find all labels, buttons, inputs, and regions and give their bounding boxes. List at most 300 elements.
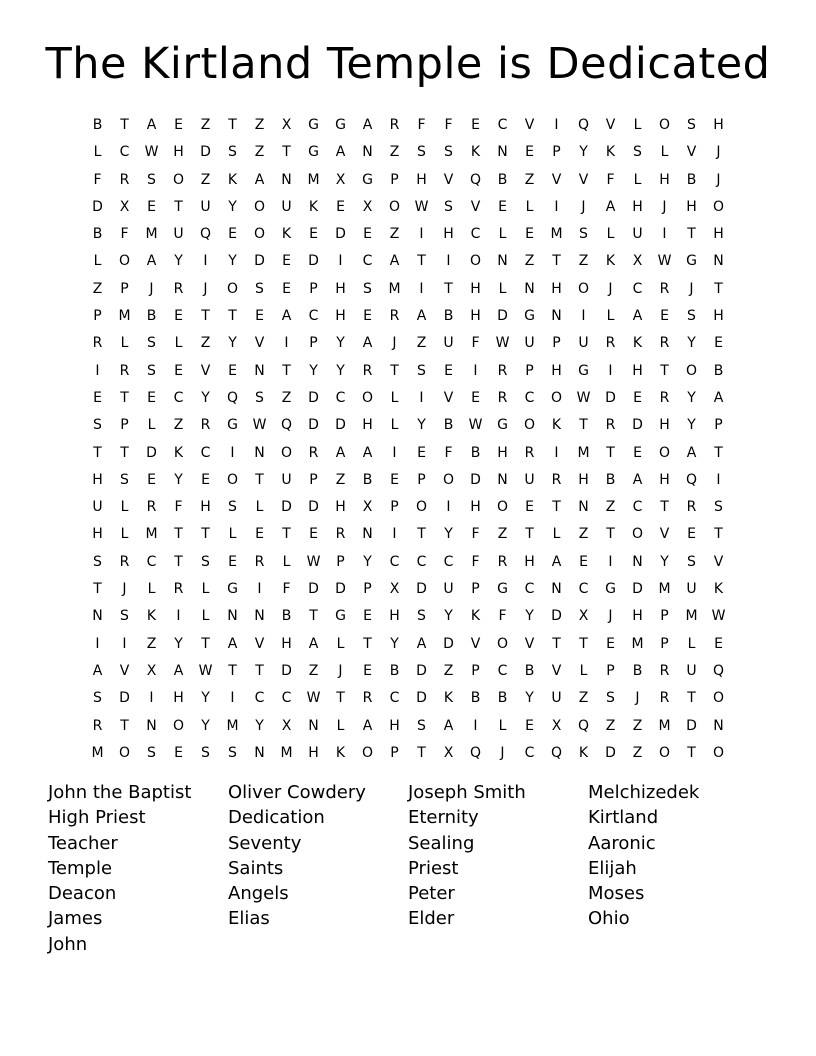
grid-letter[interactable]: A [389,253,400,270]
grid-letter[interactable]: O [118,744,131,761]
grid-letter[interactable]: L [498,280,507,297]
grid-letter[interactable]: E [228,553,237,570]
grid-letter[interactable]: T [228,308,237,325]
grid-letter[interactable]: S [417,608,426,625]
grid-letter[interactable]: P [309,280,318,297]
grid-letter[interactable]: A [281,308,292,325]
grid-letter[interactable]: S [120,608,129,625]
grid-letter[interactable]: R [173,581,184,598]
grid-letter[interactable]: J [689,280,694,297]
grid-letter[interactable]: S [147,335,156,352]
grid-letter[interactable]: T [120,389,129,406]
grid-letter[interactable]: F [444,444,453,461]
grid-letter[interactable]: Y [201,389,210,406]
grid-letter[interactable]: Q [550,744,563,761]
grid-letter[interactable]: Q [226,389,239,406]
grid-letter[interactable]: H [389,717,400,734]
grid-letter[interactable]: N [254,444,265,461]
grid-letter[interactable]: M [658,581,671,598]
grid-letter[interactable]: D [146,444,157,461]
grid-letter[interactable]: G [524,308,535,325]
grid-letter[interactable]: F [174,499,183,516]
grid-letter[interactable]: K [605,253,616,270]
grid-letter[interactable]: U [686,581,697,598]
grid-letter[interactable]: R [173,280,184,297]
grid-letter[interactable]: B [470,444,481,461]
grid-letter[interactable]: S [606,690,615,707]
grid-letter[interactable]: P [471,662,480,679]
grid-letter[interactable]: H [497,444,508,461]
grid-letter[interactable]: N [227,608,238,625]
grid-letter[interactable]: G [308,144,319,161]
grid-letter[interactable]: H [524,553,535,570]
grid-letter[interactable]: C [254,690,265,707]
grid-letter[interactable]: G [605,581,616,598]
grid-letter[interactable]: D [686,717,697,734]
grid-letter[interactable]: L [228,526,237,543]
grid-letter[interactable]: J [392,335,397,352]
grid-letter[interactable]: C [281,690,292,707]
grid-letter[interactable]: S [255,389,264,406]
grid-letter[interactable]: K [146,608,157,625]
grid-letter[interactable]: P [363,581,372,598]
grid-letter[interactable]: O [226,280,239,297]
grid-letter[interactable]: V [470,635,481,652]
grid-letter[interactable]: H [713,308,724,325]
grid-letter[interactable]: I [581,308,586,325]
grid-letter[interactable]: L [147,581,156,598]
grid-letter[interactable]: D [308,417,319,434]
grid-letter[interactable]: V [119,662,130,679]
grid-letter[interactable]: B [605,471,616,488]
grid-letter[interactable]: Z [443,662,454,679]
grid-letter[interactable]: O [172,171,185,188]
grid-letter[interactable]: X [632,253,643,270]
grid-letter[interactable]: Z [281,389,292,406]
grid-letter[interactable]: Y [390,635,399,652]
grid-letter[interactable]: U [281,471,292,488]
grid-letter[interactable]: O [253,198,266,215]
grid-letter[interactable]: P [120,280,129,297]
grid-letter[interactable]: A [632,471,643,488]
grid-letter[interactable]: O [496,499,509,516]
grid-letter[interactable]: L [120,499,129,516]
grid-letter[interactable]: R [686,499,697,516]
grid-letter[interactable]: P [660,635,669,652]
grid-letter[interactable]: D [416,690,427,707]
grid-letter[interactable]: H [551,280,562,297]
grid-letter[interactable]: F [498,608,507,625]
grid-letter[interactable]: R [659,280,670,297]
grid-letter[interactable]: K [227,171,238,188]
grid-letter[interactable]: G [686,253,697,270]
grid-letter[interactable]: Y [309,362,318,379]
grid-letter[interactable]: E [174,362,183,379]
grid-letter[interactable]: Y [201,717,210,734]
grid-letter[interactable]: A [605,198,616,215]
grid-letter[interactable]: T [228,117,237,133]
grid-letter[interactable]: X [281,117,292,133]
grid-letter[interactable]: E [309,526,318,543]
grid-letter[interactable]: L [660,144,669,161]
grid-letter[interactable]: H [551,362,562,379]
grid-letter[interactable]: O [469,253,482,270]
grid-letter[interactable]: X [335,171,346,188]
grid-letter[interactable]: J [635,690,640,707]
grid-letter[interactable]: G [335,608,346,625]
grid-letter[interactable]: A [173,662,184,679]
grid-letter[interactable]: Y [687,335,696,352]
grid-letter[interactable]: L [201,581,210,598]
grid-letter[interactable]: K [713,581,724,598]
grid-letter[interactable]: E [174,117,183,133]
grid-letter[interactable]: D [443,635,454,652]
grid-letter[interactable]: C [200,444,211,461]
grid-letter[interactable]: P [606,662,615,679]
grid-letter[interactable]: E [147,389,156,406]
grid-letter[interactable]: J [122,581,127,598]
grid-letter[interactable]: E [444,362,453,379]
grid-letter[interactable]: L [336,635,345,652]
grid-letter[interactable]: Y [174,635,183,652]
grid-letter[interactable]: B [524,662,535,679]
grid-letter[interactable]: V [551,662,562,679]
grid-letter[interactable]: T [579,635,588,652]
grid-letter[interactable]: L [282,553,291,570]
grid-letter[interactable]: L [336,717,345,734]
grid-letter[interactable]: K [605,144,616,161]
grid-letter[interactable]: K [551,417,562,434]
grid-letter[interactable]: E [525,226,534,243]
grid-letter[interactable]: P [120,417,129,434]
grid-letter[interactable]: Q [469,744,482,761]
grid-letter[interactable]: C [389,690,400,707]
grid-letter[interactable]: H [659,471,670,488]
grid-letter[interactable]: C [389,553,400,570]
grid-letter[interactable]: T [606,526,615,543]
grid-letter[interactable]: T [687,226,696,243]
grid-letter[interactable]: F [120,226,129,243]
grid-letter[interactable]: R [389,308,400,325]
grid-letter[interactable]: I [284,335,289,352]
grid-letter[interactable]: Z [578,253,589,270]
grid-letter[interactable]: O [415,499,428,516]
grid-letter[interactable]: D [605,744,616,761]
grid-letter[interactable]: G [362,171,373,188]
grid-letter[interactable]: Z [632,744,643,761]
grid-letter[interactable]: A [254,171,265,188]
grid-letter[interactable]: Y [174,253,183,270]
grid-letter[interactable]: U [524,471,535,488]
grid-letter[interactable]: Y [336,335,345,352]
grid-letter[interactable]: E [363,308,372,325]
grid-letter[interactable]: D [92,198,103,215]
grid-letter[interactable]: E [417,444,426,461]
grid-letter[interactable]: N [713,253,724,270]
grid-letter[interactable]: Z [605,717,616,734]
grid-letter[interactable]: L [525,198,534,215]
grid-letter[interactable]: R [362,362,373,379]
grid-letter[interactable]: D [632,417,643,434]
grid-letter[interactable]: T [201,308,210,325]
grid-letter[interactable]: T [417,253,426,270]
grid-letter[interactable]: I [338,253,343,270]
grid-letter[interactable]: U [686,662,697,679]
grid-letter[interactable]: I [419,280,424,297]
grid-letter[interactable]: Q [469,171,482,188]
grid-letter[interactable]: H [173,144,184,161]
grid-letter[interactable]: O [172,717,185,734]
grid-letter[interactable]: G [578,362,589,379]
grid-letter[interactable]: B [92,117,103,133]
grid-letter[interactable]: A [92,662,103,679]
grid-letter[interactable]: X [389,581,400,598]
grid-letter[interactable]: Z [146,635,157,652]
grid-letter[interactable]: X [362,198,373,215]
grid-letter[interactable]: E [201,471,210,488]
grid-letter[interactable]: Z [200,171,211,188]
grid-letter[interactable]: P [309,471,318,488]
grid-letter[interactable]: A [335,144,346,161]
grid-letter[interactable]: N [362,526,373,543]
grid-letter[interactable]: D [119,690,130,707]
grid-letter[interactable]: H [470,280,481,297]
grid-letter[interactable]: T [552,253,561,270]
grid-letter[interactable]: S [93,417,102,434]
grid-letter[interactable]: E [471,117,480,133]
grid-letter[interactable]: E [498,198,507,215]
grid-letter[interactable]: T [552,635,561,652]
grid-letter[interactable]: K [308,198,319,215]
grid-letter[interactable]: O [361,389,374,406]
grid-letter[interactable]: N [497,253,508,270]
grid-letter[interactable]: H [713,117,724,133]
grid-letter[interactable]: L [174,335,183,352]
grid-letter[interactable]: W [468,417,483,434]
grid-letter[interactable]: H [308,744,319,761]
grid-letter[interactable]: G [227,417,238,434]
grid-letter[interactable]: I [554,198,559,215]
grid-letter[interactable]: D [497,308,508,325]
grid-letter[interactable]: T [120,444,129,461]
grid-letter[interactable]: T [282,526,291,543]
grid-letter[interactable]: E [336,198,345,215]
grid-letter[interactable]: N [92,608,103,625]
grid-letter[interactable]: T [174,526,183,543]
grid-letter[interactable]: Z [524,171,535,188]
grid-letter[interactable]: O [118,253,131,270]
grid-letter[interactable]: X [281,717,292,734]
grid-letter[interactable]: A [308,635,319,652]
grid-letter[interactable]: T [687,744,696,761]
grid-letter[interactable]: S [201,744,210,761]
grid-letter[interactable]: S [687,117,696,133]
grid-letter[interactable]: S [363,280,372,297]
grid-letter[interactable]: S [93,553,102,570]
grid-letter[interactable]: Z [254,117,265,133]
grid-letter[interactable]: C [524,389,535,406]
grid-letter[interactable]: T [444,280,453,297]
grid-letter[interactable]: P [471,581,480,598]
grid-letter[interactable]: A [362,444,373,461]
grid-letter[interactable]: G [308,117,319,133]
grid-letter[interactable]: T [93,581,102,598]
grid-letter[interactable]: X [443,744,454,761]
grid-letter[interactable]: S [228,744,237,761]
grid-letter[interactable]: L [201,608,210,625]
grid-letter[interactable]: U [443,581,454,598]
grid-letter[interactable]: L [255,499,264,516]
grid-letter[interactable]: E [174,308,183,325]
grid-letter[interactable]: I [608,553,613,570]
grid-letter[interactable]: D [335,581,346,598]
grid-letter[interactable]: O [712,198,725,215]
grid-letter[interactable]: R [119,171,130,188]
grid-letter[interactable]: R [362,690,373,707]
grid-letter[interactable]: Z [254,144,265,161]
grid-letter[interactable]: I [392,526,397,543]
grid-letter[interactable]: U [524,335,535,352]
grid-letter[interactable]: H [578,471,589,488]
grid-letter[interactable]: D [335,226,346,243]
grid-letter[interactable]: M [280,744,293,761]
grid-letter[interactable]: O [658,444,671,461]
grid-letter[interactable]: C [497,662,508,679]
grid-letter[interactable]: V [686,144,697,161]
grid-letter[interactable]: E [309,226,318,243]
grid-letter[interactable]: Z [632,717,643,734]
grid-letter[interactable]: L [498,717,507,734]
grid-letter[interactable]: C [146,553,157,570]
grid-letter[interactable]: L [498,226,507,243]
grid-letter[interactable]: U [632,226,643,243]
grid-letter[interactable]: R [605,417,616,434]
grid-letter[interactable]: D [308,389,319,406]
grid-letter[interactable]: U [578,335,589,352]
grid-letter[interactable]: I [392,444,397,461]
grid-letter[interactable]: T [417,744,426,761]
grid-letter[interactable]: P [714,417,723,434]
grid-letter[interactable]: I [95,362,100,379]
grid-letter[interactable]: E [390,471,399,488]
grid-letter[interactable]: Z [497,526,508,543]
grid-letter[interactable]: Q [685,471,698,488]
grid-letter[interactable]: B [497,690,508,707]
grid-letter[interactable]: M [307,171,320,188]
grid-letter[interactable]: A [551,553,562,570]
grid-letter[interactable]: L [579,662,588,679]
grid-letter[interactable]: T [120,117,129,133]
grid-letter[interactable]: S [417,144,426,161]
grid-letter[interactable]: R [524,444,535,461]
grid-letter[interactable]: I [446,499,451,516]
grid-letter[interactable]: W [657,253,672,270]
grid-letter[interactable]: S [687,308,696,325]
grid-letter[interactable]: T [579,417,588,434]
grid-letter[interactable]: Y [525,690,534,707]
grid-letter[interactable]: L [93,253,102,270]
grid-letter[interactable]: P [390,499,399,516]
grid-letter[interactable]: E [633,444,642,461]
grid-letter[interactable]: K [281,226,292,243]
grid-letter[interactable]: R [119,362,130,379]
grid-letter[interactable]: R [605,335,616,352]
grid-letter[interactable]: E [579,553,588,570]
grid-letter[interactable]: C [497,117,508,133]
grid-letter[interactable]: B [470,690,481,707]
grid-letter[interactable]: S [120,471,129,488]
grid-letter[interactable]: Q [577,117,590,133]
grid-letter[interactable]: L [120,335,129,352]
grid-letter[interactable]: T [93,444,102,461]
grid-letter[interactable]: N [713,717,724,734]
grid-letter[interactable]: H [659,417,670,434]
grid-letter[interactable]: T [174,553,183,570]
grid-letter[interactable]: Z [308,662,319,679]
grid-letter[interactable]: T [282,144,291,161]
grid-letter[interactable]: I [230,444,235,461]
grid-letter[interactable]: K [443,690,454,707]
grid-letter[interactable]: M [118,308,131,325]
grid-letter[interactable]: Z [578,690,589,707]
grid-letter[interactable]: O [388,198,401,215]
grid-letter[interactable]: T [228,662,237,679]
grid-letter[interactable]: Y [228,335,237,352]
grid-letter[interactable]: K [335,744,346,761]
grid-letter[interactable]: G [497,581,508,598]
grid-letter[interactable]: H [335,280,346,297]
grid-letter[interactable]: D [281,499,292,516]
grid-letter[interactable]: J [608,608,613,625]
grid-letter[interactable]: Y [174,471,183,488]
grid-letter[interactable]: P [93,308,102,325]
grid-letter[interactable]: F [471,526,480,543]
grid-letter[interactable]: G [335,117,346,133]
grid-letter[interactable]: Z [605,499,616,516]
grid-letter[interactable]: H [281,635,292,652]
grid-letter[interactable]: E [228,362,237,379]
grid-letter[interactable]: Y [525,608,534,625]
grid-letter[interactable]: J [149,280,154,297]
grid-letter[interactable]: R [497,362,508,379]
grid-letter[interactable]: H [362,417,373,434]
grid-letter[interactable]: L [93,144,102,161]
grid-letter[interactable]: G [227,581,238,598]
grid-letter[interactable]: V [254,635,265,652]
grid-letter[interactable]: F [444,117,453,133]
grid-letter[interactable]: I [257,581,262,598]
grid-letter[interactable]: E [363,662,372,679]
grid-letter[interactable]: S [444,144,453,161]
grid-letter[interactable]: R [92,335,103,352]
grid-letter[interactable]: K [632,335,643,352]
grid-letter[interactable]: P [417,471,426,488]
grid-letter[interactable]: E [525,717,534,734]
grid-letter[interactable]: W [306,690,321,707]
grid-letter[interactable]: I [716,471,721,488]
grid-letter[interactable]: Z [335,471,346,488]
grid-letter[interactable]: J [608,280,613,297]
grid-letter[interactable]: Z [200,335,211,352]
grid-letter[interactable]: B [632,662,643,679]
grid-letter[interactable]: A [362,335,373,352]
grid-letter[interactable]: H [173,690,184,707]
grid-letter[interactable]: I [608,362,613,379]
grid-letter[interactable]: E [525,144,534,161]
grid-letter[interactable]: A [227,635,238,652]
grid-letter[interactable]: Q [577,717,590,734]
grid-letter[interactable]: H [632,362,643,379]
